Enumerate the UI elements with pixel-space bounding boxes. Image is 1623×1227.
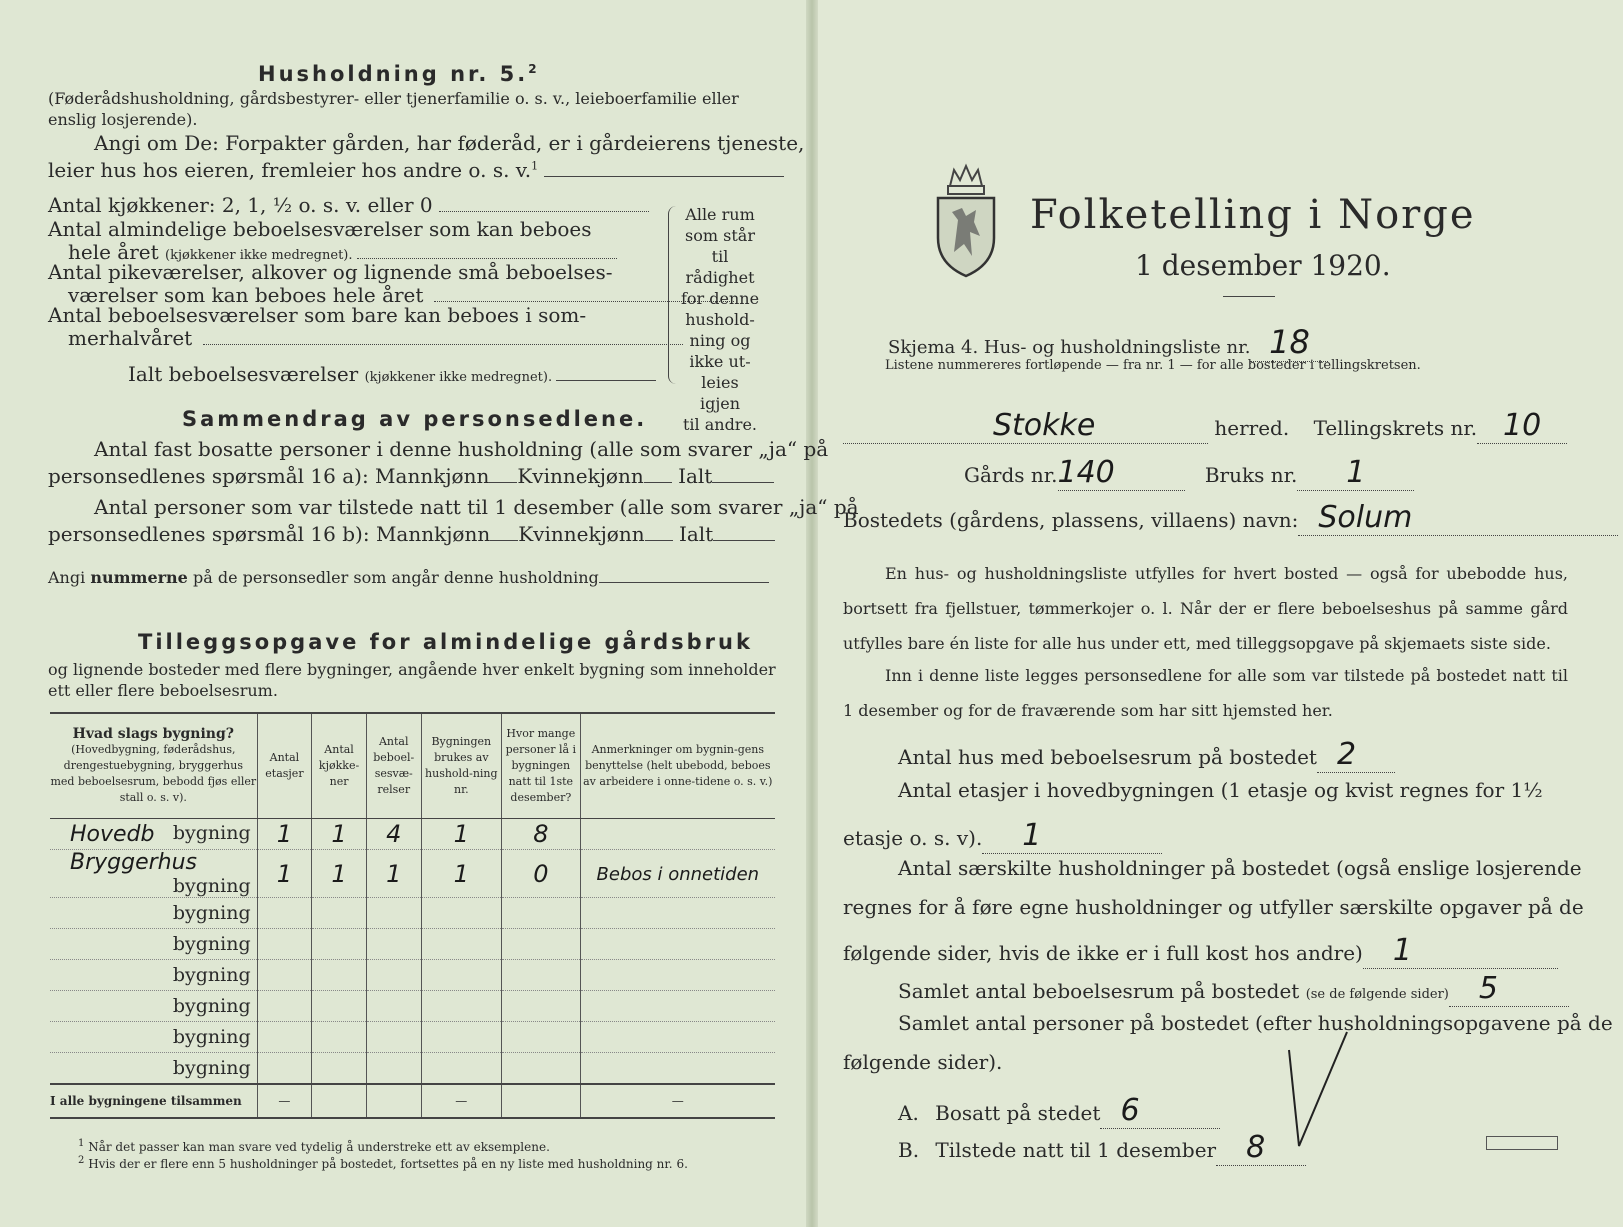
col-rooms: Antal beboel-sesvæ-relser [366, 713, 421, 819]
instructions-1: En hus- og husholdningsliste utfylles for hvert bosted — også for ubebodde hus, bortsett fra fjellstuer, tømmerkojer o. l. Når der er flere beboelseshus på samme gård utfylles bare én liste for alle hus under ett, med tilleggsopgave på skjemaets siste side. [843, 564, 1568, 653]
divider [1223, 296, 1275, 297]
side-note-line: leies igjen [699, 373, 741, 413]
brace [668, 206, 679, 384]
bygning-label: bygning [172, 1057, 251, 1079]
table-row [50, 1053, 775, 1085]
cell-value: Bebos i onnetiden [596, 863, 760, 885]
schema-label: Skjema 4. Hus- og husholdningsliste nr. 18 [888, 323, 1328, 362]
cell-kjokken[interactable] [312, 960, 367, 991]
maid-rooms-label-1: Antal pikeværelser, alkover og lignende små beboelses- [48, 260, 613, 284]
cell-rom[interactable] [366, 898, 421, 929]
total-cell [502, 1084, 581, 1118]
table-row [50, 819, 775, 850]
houses-row: Antal hus med beboelsesrum på bostedet 2 [898, 737, 1395, 773]
cell-pers[interactable] [502, 1053, 581, 1085]
cell-rom[interactable] [366, 1022, 421, 1053]
resident-row: A. Bosatt på stedet 6 [898, 1093, 1220, 1129]
cell-rom[interactable] [366, 991, 421, 1022]
cell-kjokken[interactable] [312, 898, 367, 929]
persons-row-2: følgende sider). [843, 1050, 1003, 1074]
cell-value: 0 [533, 859, 549, 888]
table-row [50, 850, 775, 898]
checkmark-icon [1285, 1030, 1355, 1150]
cell-anm[interactable] [580, 898, 775, 929]
summary-title: Sammendrag av personsedlene. [182, 407, 648, 431]
persons-row-1: Samlet antal personer på bostedet (efter husholdningsopgavene på de [898, 1011, 1613, 1035]
cell-etasjer[interactable] [257, 1022, 312, 1053]
col-persons: Hvor mange personer lå i bygningen natt til 1ste desember? [502, 713, 581, 819]
summary-q1-line1: Antal fast bosatte personer i denne husholdning (alle som svarer „ja“ på [94, 437, 829, 461]
household-title: Husholdning nr. 5.$^2$ [258, 62, 540, 86]
side-note-line: hushold- [685, 310, 755, 329]
building-type-cell[interactable] [50, 991, 257, 1022]
bygning-label: bygning [172, 875, 251, 897]
building-type-cell[interactable] [50, 850, 257, 898]
total-rooms-label: Ialt beboelsesværelser (kjøkkener ikke medregnet). [128, 362, 656, 386]
bygning-label: bygning [172, 821, 251, 844]
cell-hush[interactable] [421, 1022, 501, 1053]
side-note-line: Alle rum [685, 205, 755, 224]
table-row [50, 1022, 775, 1053]
table-row [50, 960, 775, 991]
cell-anm[interactable] [580, 819, 775, 850]
households-row-2: regnes for å føre egne husholdninger og utfyller særskilte opgaver på de [843, 895, 1584, 919]
col-remarks: Anmerkninger om bygnin-gens benyttelse (helt ubebodd, beboes av arbeidere i onne-tidene o. s. v.) [580, 713, 775, 819]
cell-kjokken[interactable] [312, 1053, 367, 1085]
table-row [50, 991, 775, 1022]
cell-value: 1 [331, 820, 347, 848]
households-row-1: Antal særskilte husholdninger på bostedet (også enslige losjerende [898, 856, 1582, 880]
gards-row: Gårds nr.140 Bruks nr. 1 [964, 455, 1414, 491]
total-cell: — [421, 1084, 501, 1118]
cell-hush[interactable] [421, 850, 501, 898]
cell-rom[interactable] [366, 1053, 421, 1085]
side-note [680, 204, 760, 435]
cell-anm[interactable] [580, 991, 775, 1022]
cell-hush[interactable] [421, 1053, 501, 1085]
cell-etasjer[interactable] [257, 929, 312, 960]
total-label: I alle bygningene tilsammen [50, 1084, 257, 1118]
bygning-label: bygning [172, 1026, 251, 1048]
page-fold [806, 0, 818, 1227]
maid-rooms-label-2: værelser som kan beboes hele året [68, 283, 734, 307]
floors-row-2: etasje o. s. v). 1 [843, 818, 1162, 854]
building-type-cell[interactable] [50, 1053, 257, 1085]
cell-rom[interactable] [366, 819, 421, 850]
summary-q2-line1: Antal personer som var tilstede natt til 1 desember (alle som svarer „ja“ på [94, 495, 859, 519]
cell-hush[interactable] [421, 929, 501, 960]
cell-etasjer[interactable] [257, 850, 312, 898]
bygning-label: bygning [172, 995, 251, 1017]
cell-rom[interactable] [366, 850, 421, 898]
side-note-line: som står til [685, 226, 755, 266]
printer-stamp [1486, 1136, 1558, 1150]
cell-etasjer[interactable] [257, 960, 312, 991]
total-cell: — [580, 1084, 775, 1118]
cell-hush[interactable] [421, 898, 501, 929]
cell-rom[interactable] [366, 960, 421, 991]
cell-value: 8 [533, 820, 549, 848]
building-table [50, 712, 775, 1119]
cell-value: 1 [276, 820, 293, 848]
cell-pers[interactable] [502, 1022, 581, 1053]
bygning-label: bygning [172, 902, 251, 924]
cell-anm[interactable] [580, 1022, 775, 1053]
side-note-line: ning og [689, 331, 751, 350]
floors-row-1: Antal etasjer i hovedbygningen (1 etasje og kvist regnes for 1½ [898, 778, 1543, 802]
household-subtitle: (Føderådshusholdning, gårdsbestyrer- eller tjenerfamilie o. s. v., leieboerfamilie eller enslig losjerende). [48, 89, 739, 129]
cell-value: 1 [453, 820, 469, 848]
cell-hush[interactable] [421, 991, 501, 1022]
cell-kjokken[interactable] [312, 929, 367, 960]
cell-etasjer[interactable] [257, 991, 312, 1022]
building-type-value: Bryggerhus [70, 850, 198, 875]
building-type-value: Hovedb [70, 821, 155, 847]
col-floors: Antal etasjer [257, 713, 312, 819]
side-note-line: rådighet [685, 268, 755, 287]
instructions-2: Inn i denne liste legges personsedlene for alle som var tilstede på bostedet natt til 1 desember og for de fraværende som har sitt hjemsted her. [843, 666, 1568, 720]
bygning-label: bygning [172, 964, 251, 986]
cell-value: 1 [276, 859, 293, 888]
cell-anm[interactable] [580, 850, 775, 898]
summary-numbers: Angi nummerne på de personsedler som angår denne husholdning [48, 568, 769, 587]
building-type-cell[interactable] [50, 960, 257, 991]
footnote-2: $^2$ Hvis der er flere enn 5 husholdninger på bostedet, fortsettes på en ny liste med husholdning nr. 6. [78, 1155, 688, 1171]
cell-value: 1 [453, 859, 469, 888]
rooms-label-1: Antal almindelige beboelsesværelser som kan beboes [48, 217, 592, 241]
cell-etasjer[interactable] [257, 819, 312, 850]
total-row [50, 1084, 775, 1118]
bygning-label: bygning [172, 933, 251, 955]
building-type-cell[interactable] [50, 898, 257, 929]
cell-pers[interactable] [502, 929, 581, 960]
supplement-title: Tilleggsopgave for almindelige gårdsbruk [138, 630, 753, 654]
side-note-line: for denne [680, 289, 760, 308]
present-row: B. Tilstede natt til 1 desember 8 [898, 1130, 1306, 1166]
supplement-subtitle: og lignende bosteder med flere bygninger, angående hver enkelt bygning som inneholder ett eller flere beboelsesrum. [48, 660, 776, 700]
cell-pers[interactable] [502, 850, 581, 898]
building-type-cell[interactable] [50, 1022, 257, 1053]
cell-hush[interactable] [421, 960, 501, 991]
census-title: Folketelling i Norge [1030, 192, 1476, 238]
question-tenure-1: Angi om De: Forpakter gården, har føderåd, er i gårdeierens tjeneste, [94, 131, 805, 155]
side-note-line: ikke ut- [689, 352, 751, 371]
cell-value: 1 [386, 859, 402, 888]
coat-of-arms-icon [932, 160, 1000, 280]
cell-etasjer[interactable] [257, 1053, 312, 1085]
summer-rooms-label-1: Antal beboelsesværelser som bare kan beboes i som- [48, 303, 587, 327]
cell-etasjer[interactable] [257, 898, 312, 929]
cell-value: 1 [331, 859, 347, 888]
cell-anm[interactable] [580, 960, 775, 991]
cell-pers[interactable] [502, 960, 581, 991]
cell-kjokken[interactable] [312, 819, 367, 850]
cell-kjokken[interactable] [312, 1022, 367, 1053]
cell-rom[interactable] [366, 929, 421, 960]
households-row-3: følgende sider, hvis de ikke er i full kost hos andre) 1 [843, 933, 1558, 969]
col-household: Bygningen brukes av hushold-ning nr. [421, 713, 501, 819]
footnote-1: $^1$ Når det passer kan man svare ved tydelig å understreke ett av eksemplene. [78, 1138, 550, 1154]
building-type-cell[interactable] [50, 819, 257, 850]
kitchens-label: Antal kjøkkener: 2, 1, ½ o. s. v. eller 0 [48, 193, 649, 217]
cell-anm[interactable] [580, 1053, 775, 1085]
side-note-line: til andre. [682, 415, 758, 434]
summary-q1-line2: personsedlenes spørsmål 16 a): Mannkjønn Kvinnekjønn Ialt [48, 464, 774, 488]
summer-rooms-label-2: merhalvåret [68, 326, 683, 350]
rooms-label-2: hele året (kjøkkener ikke medregnet). [68, 240, 617, 264]
total-cell: — [257, 1084, 312, 1118]
rooms-total-row: Samlet antal beboelsesrum på bostedet (se de følgende sider) 5 [898, 971, 1569, 1007]
col-building-type: Hvad slags bygning? (Hovedbygning, føderådshus, drengestuebygning, bryggerhus med beboelsesrum, bebodd fjøs eller stall o. s. v). [50, 713, 257, 819]
listene-note: Listene nummereres fortløpende — fra nr. 1 — for alle bosteder i tellingskretsen. [885, 358, 1421, 373]
table-row [50, 898, 775, 929]
cell-anm[interactable] [580, 929, 775, 960]
bosted-row: Bostedets (gårdens, plassens, villaens) navn: Solum [843, 500, 1618, 536]
cell-pers[interactable] [502, 991, 581, 1022]
summary-q2-line2: personsedlenes spørsmål 16 b): Mannkjønn Kvinnekjønn Ialt [48, 522, 775, 546]
total-cell [366, 1084, 421, 1118]
question-tenure-2: leier hus hos eieren, fremleier hos andre o. s. v.$^1$ [48, 158, 748, 182]
total-cell [312, 1084, 367, 1118]
cell-kjokken[interactable] [312, 850, 367, 898]
cell-pers[interactable] [502, 898, 581, 929]
table-row [50, 929, 775, 960]
cell-pers[interactable] [502, 819, 581, 850]
col-kitchens: Antal kjøkke-ner [312, 713, 367, 819]
cell-kjokken[interactable] [312, 991, 367, 1022]
building-type-cell[interactable] [50, 929, 257, 960]
cell-value: 4 [386, 820, 402, 848]
herred-row: Stokke herred. Tellingskrets nr. 10 [843, 408, 1567, 444]
cell-hush[interactable] [421, 819, 501, 850]
census-date: 1 desember 1920. [1135, 249, 1391, 282]
